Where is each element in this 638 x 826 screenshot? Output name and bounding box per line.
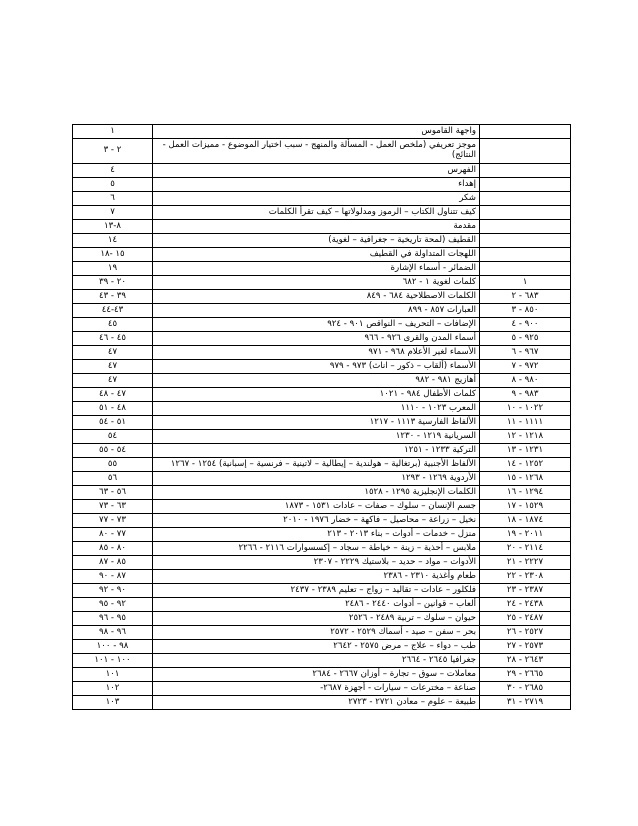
table-row <box>73 206 571 220</box>
dictionary-entry-range: ١٢٥٢ - ١٤ <box>480 458 571 472</box>
section-title: معاملات – سوق – تجارة – أوزان ٢٦٦٧ - ٢٦٨٤ <box>153 668 480 682</box>
dictionary-entry-range: ٢٣٠٨ - ٢٢ <box>480 570 571 584</box>
table-row <box>73 374 571 388</box>
table-row <box>73 388 571 402</box>
section-title: نخيل – زراعة – محاصيل – فاكهة – خضار ١٩٧٦ - ٢٠١٠ <box>153 514 480 528</box>
page-range: ١٠٣ <box>73 696 153 710</box>
dictionary-entry-range: ١١١١ - ١١ <box>480 416 571 430</box>
section-title: طبيعة – علوم – معادن ٢٧٢١ - ٢٧٢٣ <box>153 696 480 710</box>
page-range: ٩٠ - ٩٢ <box>73 584 153 598</box>
table-row <box>73 164 571 178</box>
section-title: التركية ١٢٣٣ - ١٢٥١ <box>153 444 480 458</box>
section-title: كلمات الأطفال ٩٨٤ - ١٠٢١ <box>153 388 480 402</box>
page-range: ١٥ -١٨ <box>73 248 153 262</box>
page-range: ٥٥ <box>73 458 153 472</box>
dictionary-entry-range <box>480 192 571 206</box>
table-row <box>73 430 571 444</box>
section-title: بحر – سفن – صيد - أسماك ٢٥٢٩ - ٢٥٧٢ <box>153 626 480 640</box>
table-row <box>73 125 571 139</box>
page-range: ٥٤ - ٥٥ <box>73 444 153 458</box>
table-row <box>73 682 571 696</box>
section-title: ألعاب – قوانين – أدوات ٢٤٤٠ - ٢٤٨٦ <box>153 598 480 612</box>
section-title: الأسماء (ألقاب – ذكور – اناث) ٩٧٣ - ٩٧٩ <box>153 360 480 374</box>
table-row <box>73 360 571 374</box>
dictionary-entry-range: ١٨٧٤ - ١٨ <box>480 514 571 528</box>
section-title: الفهرس <box>153 164 480 178</box>
dictionary-entry-range: ٢٦٤٣ - ٢٨ <box>480 654 571 668</box>
table-row <box>73 234 571 248</box>
page-range: ٩٢ - ٩٥ <box>73 598 153 612</box>
page-range: ٧٧ - ٨٠ <box>73 528 153 542</box>
page-range: ٤٧ - ٤٨ <box>73 388 153 402</box>
dictionary-entry-range: ٩٧٢ - ٧ <box>480 360 571 374</box>
page-range: ٩٨ - ١٠٠ <box>73 640 153 654</box>
section-title: ملابس – أحذية – زينة – خياطة – سجاد – إكسسوارات ٢١١٦ - ٢٢٦٦ <box>153 542 480 556</box>
table-row <box>73 248 571 262</box>
section-title: العبارات ٨٥٧ - ٨٩٩ <box>153 304 480 318</box>
section-title: صناعة – مخترعات – سيارات - أجهزة ٢٦٨٧- <box>153 682 480 696</box>
table-row <box>73 332 571 346</box>
table-row <box>73 556 571 570</box>
table-row <box>73 290 571 304</box>
dictionary-entry-range <box>480 139 571 164</box>
table-row <box>73 444 571 458</box>
dictionary-entry-range: ١٢٣١ - ١٣ <box>480 444 571 458</box>
dictionary-entry-range: ٢٠١١ - ١٩ <box>480 528 571 542</box>
page-range: ٤٧ <box>73 360 153 374</box>
table-row <box>73 598 571 612</box>
section-title: أهازيج ٩٨١ - ٩٨٢ <box>153 374 480 388</box>
section-title: السريانية ١٢١٩ - ١٢٣٠ <box>153 430 480 444</box>
dictionary-entry-range <box>480 125 571 139</box>
section-title: الأسماء لغير الأعلام ٩٦٨ - ٩٧١ <box>153 346 480 360</box>
page-range: ٤٣-٤٤ <box>73 304 153 318</box>
dictionary-entry-range: ١٠٢٢ - ١٠ <box>480 402 571 416</box>
page-range: ٥٦ - ٦٣ <box>73 486 153 500</box>
section-title: القطيف (لمحة تاريخية – جغرافية – لغوية) <box>153 234 480 248</box>
dictionary-entry-range: ١ <box>480 276 571 290</box>
table-row <box>73 416 571 430</box>
page-range: ٤٥ <box>73 318 153 332</box>
dictionary-entry-range: ٢٣٨٧ - ٢٣ <box>480 584 571 598</box>
dictionary-entry-range: ٢١١٤ - ٢٠ <box>480 542 571 556</box>
dictionary-entry-range: ٢٤٣٨ - ٢٤ <box>480 598 571 612</box>
section-title: المعرب ١٠٢٣ - ١١١٠ <box>153 402 480 416</box>
section-title: الكلمات الاصطلاحية ٦٨٤ - ٨٤٩ <box>153 290 480 304</box>
section-title: كيف تتناول الكتاب – الرموز ومدلولاتها – كيف تقرأ الكلمات <box>153 206 480 220</box>
dictionary-entry-range <box>480 178 571 192</box>
section-title: حيوان – سلوك – تربية ٢٤٨٩ - ٢٥٢٦ <box>153 612 480 626</box>
dictionary-entry-range <box>480 248 571 262</box>
dictionary-entry-range: ٢٦٨٥ - ٣٠ <box>480 682 571 696</box>
table-of-contents <box>72 124 571 710</box>
dictionary-entry-range: ٩٨٠ - ٨ <box>480 374 571 388</box>
table-row <box>73 139 571 164</box>
table-row <box>73 654 571 668</box>
table-row <box>73 318 571 332</box>
section-title: كلمات لغوية ١ - ٦٨٢ <box>153 276 480 290</box>
toc-body <box>73 125 571 710</box>
dictionary-entry-range: ٩٨٣ - ٩ <box>480 388 571 402</box>
dictionary-entry-range: ١٢١٨ - ١٢ <box>480 430 571 444</box>
dictionary-entry-range: ٢٢٢٧ - ٢١ <box>480 556 571 570</box>
section-title: جسم الإنسان – سلوك – صفات – عادات ١٥٣١ - ١٨٧٣ <box>153 500 480 514</box>
page-range: ١٠٢ <box>73 682 153 696</box>
page-range: ٧٣ - ٧٧ <box>73 514 153 528</box>
table-row <box>73 472 571 486</box>
section-title: الألفاظ الفارسية ١١١٣ - ١٢١٧ <box>153 416 480 430</box>
section-title: اللهجات المتداولة في القطيف <box>153 248 480 262</box>
section-title: الأدوات – مواد – حديد – بلاستيك ٢٢٢٩ - ٢٣٠٧ <box>153 556 480 570</box>
page-range: ١٩ <box>73 262 153 276</box>
section-title: فلكلور – عادات – تقاليد – زواج – تعليم ٢٣٨٩ - ٢٤٣٧ <box>153 584 480 598</box>
table-row <box>73 528 571 542</box>
page-range: ٦ <box>73 192 153 206</box>
page-range: ٨٧ - ٩٠ <box>73 570 153 584</box>
dictionary-entry-range <box>480 262 571 276</box>
page-range: ٨-١٣ <box>73 220 153 234</box>
page-range: ١٠٠ - ١٠١ <box>73 654 153 668</box>
page-range: ٥١ - ٥٤ <box>73 416 153 430</box>
page-range: ٨٥ - ٨٧ <box>73 556 153 570</box>
dictionary-entry-range <box>480 164 571 178</box>
dictionary-entry-range: ١٥٢٩ - ١٧ <box>480 500 571 514</box>
table-row <box>73 668 571 682</box>
section-title: إهداء <box>153 178 480 192</box>
table-row <box>73 192 571 206</box>
table-row <box>73 612 571 626</box>
section-title: الألفاظ الأجنبية (برتغالية – هولندية – إيطالية – لاتينية – فرنسية – إسبانية) ١٢٥٤ - ١٢٦٧ <box>153 458 480 472</box>
dictionary-entry-range: ٢٥٢٧ - ٢٦ <box>480 626 571 640</box>
dictionary-entry-range: ٢٦٦٥ - ٢٩ <box>480 668 571 682</box>
page-range: ٤ <box>73 164 153 178</box>
section-title: منزل – خدمات – أدوات – بناء ٢٠١٣ - ٢١٣ <box>153 528 480 542</box>
page-range: ٣٩ - ٤٣ <box>73 290 153 304</box>
page-range: ١٠١ <box>73 668 153 682</box>
page-range: ٤٥ - ٤٦ <box>73 332 153 346</box>
table-row <box>73 262 571 276</box>
table-row <box>73 696 571 710</box>
page-range: ٥٦ <box>73 472 153 486</box>
dictionary-entry-range: ١٢٩٤ - ١٦ <box>480 486 571 500</box>
page-range: ٤٧ <box>73 374 153 388</box>
page-range: ٦٣ - ٧٣ <box>73 500 153 514</box>
table-row <box>73 346 571 360</box>
table-row <box>73 626 571 640</box>
dictionary-entry-range: ٢٤٨٧ - ٢٥ <box>480 612 571 626</box>
section-title: طب – دواء – علاج – مرض ٢٥٧٥ - ٢٦٤٢ <box>153 640 480 654</box>
table-row <box>73 276 571 290</box>
section-title: شكر <box>153 192 480 206</box>
dictionary-entry-range: ٩٦٧ - ٦ <box>480 346 571 360</box>
page-range: ٩٥ - ٩٦ <box>73 612 153 626</box>
section-title: موجز تعريفي (ملخص العمل - المسألة والمنهج - سبب اختيار الموضوع - مميزات العمل - النتائج) <box>153 139 480 164</box>
dictionary-entry-range <box>480 234 571 248</box>
dictionary-entry-range <box>480 206 571 220</box>
page-range: ١ <box>73 125 153 139</box>
page-range: ٤٧ <box>73 346 153 360</box>
table-row <box>73 178 571 192</box>
section-title: الأردوية ١٢٦٩ - ١٢٩٣ <box>153 472 480 486</box>
page-range: ٧ <box>73 206 153 220</box>
section-title: طعام وأغذية ٢٣١٠ - ٢٣٨٦ <box>153 570 480 584</box>
table-row <box>73 220 571 234</box>
page-range: ٢ - ٣ <box>73 139 153 164</box>
section-title: أسماء المدن والقرى ٩٢٦ - ٩٦٦ <box>153 332 480 346</box>
section-title: الكلمات الإنجليزية ١٢٩٥ - ١٥٢٨ <box>153 486 480 500</box>
dictionary-entry-range: ٨٥٠ - ٣ <box>480 304 571 318</box>
table-row <box>73 458 571 472</box>
dictionary-entry-range: ٩٢٥ - ٥ <box>480 332 571 346</box>
page-range: ٥ <box>73 178 153 192</box>
table-row <box>73 402 571 416</box>
page-range: ٢٠ - ٣٩ <box>73 276 153 290</box>
page-range: ٨٠ - ٨٥ <box>73 542 153 556</box>
dictionary-entry-range: ٦٨٣ - ٢ <box>480 290 571 304</box>
table-row <box>73 500 571 514</box>
page-range: ٤٨ - ٥١ <box>73 402 153 416</box>
table-row <box>73 570 571 584</box>
section-title: جغرافيا ٢٦٤٥ - ٢٦٦٤ <box>153 654 480 668</box>
section-title: الضمائر - أسماء الإشارة <box>153 262 480 276</box>
table-row <box>73 304 571 318</box>
dictionary-entry-range: ٩٠٠ - ٤ <box>480 318 571 332</box>
table-row <box>73 542 571 556</box>
section-title: مقدمة <box>153 220 480 234</box>
dictionary-entry-range: ١٢٦٨ - ١٥ <box>480 472 571 486</box>
table-row <box>73 584 571 598</box>
page-range: ٥٤ <box>73 430 153 444</box>
dictionary-entry-range: ٢٥٧٣ - ٢٧ <box>480 640 571 654</box>
table-row <box>73 514 571 528</box>
page-range: ٩٦ - ٩٨ <box>73 626 153 640</box>
page-range: ١٤ <box>73 234 153 248</box>
section-title: الإضافات – التحريف – النواقص ٩٠١ - ٩٢٤ <box>153 318 480 332</box>
table-row <box>73 486 571 500</box>
section-title: واجهة القاموس <box>153 125 480 139</box>
dictionary-entry-range: ٢٧١٩ - ٣١ <box>480 696 571 710</box>
table-row <box>73 640 571 654</box>
dictionary-entry-range <box>480 220 571 234</box>
